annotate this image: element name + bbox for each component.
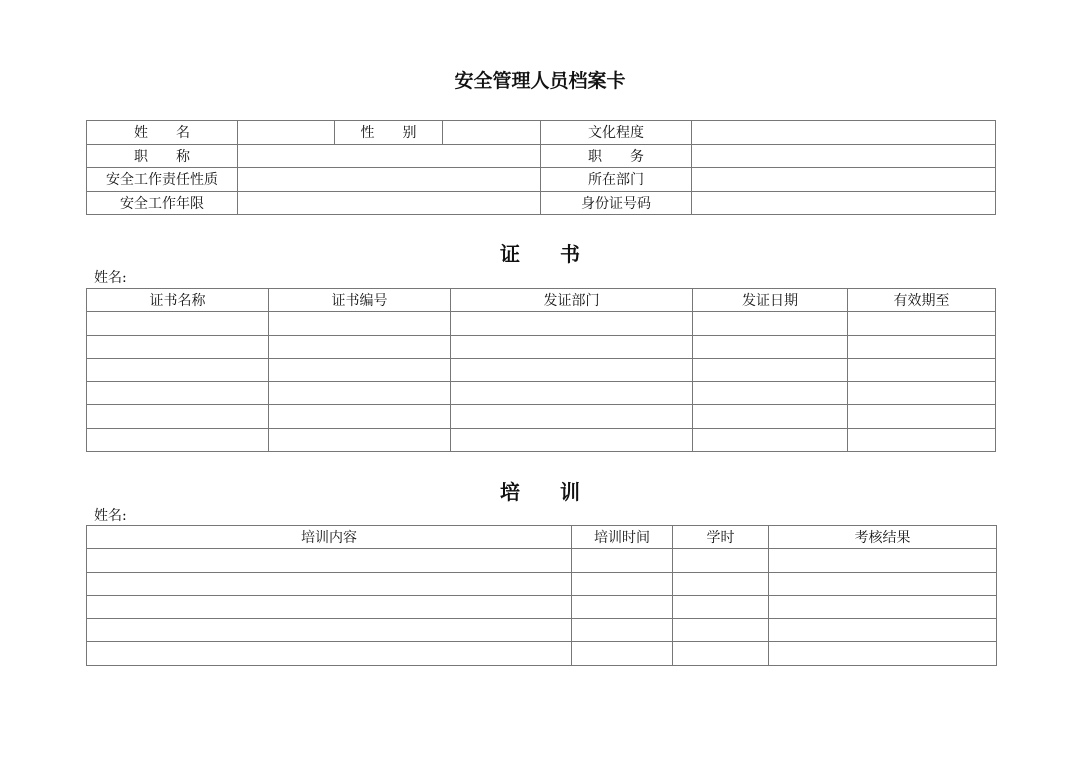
table-cell[interactable] — [848, 405, 996, 428]
name-label: 姓 名 — [87, 121, 238, 145]
table-cell[interactable] — [693, 358, 848, 381]
table-cell[interactable] — [848, 335, 996, 358]
column-header: 学时 — [673, 526, 769, 549]
table-cell[interactable] — [769, 642, 997, 665]
table-cell[interactable] — [451, 335, 693, 358]
table-cell[interactable] — [693, 335, 848, 358]
position-field[interactable] — [692, 144, 996, 168]
table-cell[interactable] — [848, 358, 996, 381]
table-cell[interactable] — [269, 382, 451, 405]
table-cell[interactable] — [769, 619, 997, 642]
table-cell[interactable] — [572, 549, 673, 572]
table-cell[interactable] — [87, 428, 269, 451]
table-cell[interactable] — [693, 382, 848, 405]
table-row — [87, 335, 996, 358]
table-cell[interactable] — [87, 572, 572, 595]
table-cell[interactable] — [769, 572, 997, 595]
table-cell[interactable] — [848, 312, 996, 335]
gender-field[interactable] — [443, 121, 541, 145]
table-cell[interactable] — [673, 549, 769, 572]
table-row — [87, 572, 997, 595]
table-cell[interactable] — [451, 382, 693, 405]
table-cell[interactable] — [451, 405, 693, 428]
table-cell[interactable] — [572, 572, 673, 595]
table-row — [87, 144, 996, 168]
id-field[interactable] — [692, 191, 996, 215]
responsibility-label: 安全工作责任性质 — [87, 168, 238, 192]
table-cell[interactable] — [87, 405, 269, 428]
table-row — [87, 382, 996, 405]
table-cell[interactable] — [87, 619, 572, 642]
department-label: 所在部门 — [541, 168, 692, 192]
table-cell[interactable] — [269, 335, 451, 358]
responsibility-field[interactable] — [238, 168, 541, 192]
table-row — [87, 358, 996, 381]
column-header: 证书名称 — [87, 289, 269, 312]
table-cell[interactable] — [693, 428, 848, 451]
table-cell[interactable] — [693, 312, 848, 335]
years-label: 安全工作年限 — [87, 191, 238, 215]
table-cell[interactable] — [451, 312, 693, 335]
table-cell[interactable] — [693, 405, 848, 428]
table-row — [87, 168, 996, 192]
table-cell[interactable] — [87, 358, 269, 381]
table-cell[interactable] — [87, 595, 572, 618]
table-cell[interactable] — [572, 619, 673, 642]
table-header-row — [87, 526, 997, 549]
table-cell[interactable] — [269, 405, 451, 428]
table-row — [87, 549, 997, 572]
table-cell[interactable] — [848, 382, 996, 405]
document-title: 安全管理人员档案卡 — [454, 70, 626, 92]
column-header: 培训内容 — [87, 526, 572, 549]
education-field[interactable] — [692, 121, 996, 145]
table-row — [87, 428, 996, 451]
column-header: 发证日期 — [693, 289, 848, 312]
name-field[interactable] — [238, 121, 335, 145]
table-row — [87, 312, 996, 335]
column-header: 有效期至 — [848, 289, 996, 312]
table-cell[interactable] — [269, 312, 451, 335]
table-row — [87, 642, 997, 665]
table-cell[interactable] — [451, 358, 693, 381]
table-cell[interactable] — [87, 549, 572, 572]
table-cell[interactable] — [269, 428, 451, 451]
certificate-name-label: 姓名: — [94, 270, 127, 286]
title-label: 职 称 — [87, 144, 238, 168]
training-table — [86, 525, 997, 666]
table-row — [87, 595, 997, 618]
table-cell[interactable] — [848, 428, 996, 451]
table-cell[interactable] — [769, 595, 997, 618]
gender-label: 性 别 — [335, 121, 443, 145]
table-cell[interactable] — [269, 358, 451, 381]
table-cell[interactable] — [673, 595, 769, 618]
table-row — [87, 405, 996, 428]
column-header: 培训时间 — [572, 526, 673, 549]
column-header: 考核结果 — [769, 526, 997, 549]
certificate-heading: 证 书 — [500, 242, 580, 266]
table-cell[interactable] — [673, 642, 769, 665]
certificate-table — [86, 288, 996, 452]
table-cell[interactable] — [451, 428, 693, 451]
column-header: 证书编号 — [269, 289, 451, 312]
training-heading: 培 训 — [500, 480, 580, 504]
table-row — [87, 619, 997, 642]
table-cell[interactable] — [87, 642, 572, 665]
department-field[interactable] — [692, 168, 996, 192]
table-header-row — [87, 289, 996, 312]
table-cell[interactable] — [87, 335, 269, 358]
column-header: 发证部门 — [451, 289, 693, 312]
table-cell[interactable] — [673, 572, 769, 595]
table-cell[interactable] — [572, 642, 673, 665]
table-cell[interactable] — [87, 312, 269, 335]
table-row — [87, 191, 996, 215]
table-cell[interactable] — [87, 382, 269, 405]
years-field[interactable] — [238, 191, 541, 215]
personal-info-table — [86, 120, 996, 215]
training-name-label: 姓名: — [94, 508, 127, 524]
title-field[interactable] — [238, 144, 541, 168]
table-cell[interactable] — [769, 549, 997, 572]
table-row — [87, 121, 996, 145]
position-label: 职 务 — [541, 144, 692, 168]
table-cell[interactable] — [572, 595, 673, 618]
table-cell[interactable] — [673, 619, 769, 642]
education-label: 文化程度 — [541, 121, 692, 145]
id-label: 身份证号码 — [541, 191, 692, 215]
